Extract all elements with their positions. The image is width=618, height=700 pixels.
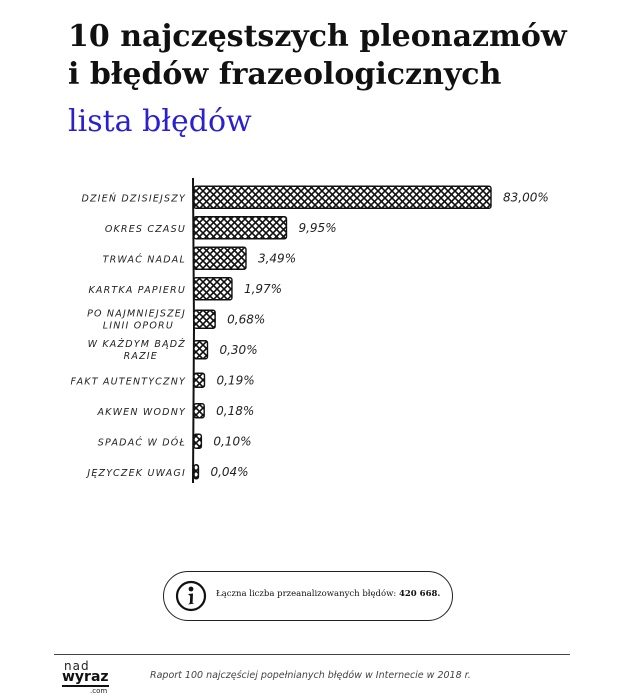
footer-caption: Raport 100 najczęściej popełnianych błędów w Internecie w 2018 r.	[150, 670, 471, 681]
info-icon	[174, 579, 208, 613]
bar-5	[194, 310, 215, 328]
title-line-2: i błędów frazeologicznych	[68, 57, 502, 92]
value-label-2: 9,95%	[298, 220, 337, 235]
category-label-9: SPADAĆ W DÓŁ	[97, 437, 186, 449]
logo-line-1: nad	[64, 659, 90, 673]
bar-4	[194, 278, 232, 300]
category-label-6: W KAŻDYM BĄDŹ RAZIE	[87, 338, 186, 362]
value-label-4: 1,97%	[243, 281, 283, 296]
bar-chart	[0, 170, 618, 520]
value-label-9: 0,10%	[213, 434, 252, 449]
category-label-2: OKRES CZASU	[104, 223, 186, 235]
value-label-7: 0,19%	[216, 373, 255, 388]
bar-10	[194, 465, 198, 479]
bar-1	[194, 186, 491, 208]
category-label-1: DZIEŃ DZISIEJSZY	[81, 193, 186, 205]
bar-7	[194, 373, 204, 387]
category-label-8: AKWEN WODNY	[97, 406, 186, 418]
category-label-5: PO NAJMNIEJSZEJ LINII OPORU	[87, 308, 186, 332]
info-value: 420 668.	[398, 589, 441, 599]
bar-3	[194, 247, 246, 269]
category-label-4: KARTKA PAPIERU	[88, 284, 186, 296]
value-label-6: 0,30%	[219, 342, 258, 357]
info-text	[216, 589, 440, 599]
bar-8	[194, 404, 204, 418]
value-label-5: 0,68%	[227, 312, 266, 327]
page-title	[68, 18, 588, 94]
logo-line-2: wyraz	[62, 669, 109, 685]
value-label-8: 0,18%	[216, 403, 255, 418]
value-label-1: 83,00%	[503, 190, 549, 205]
value-label-3: 3,49%	[257, 251, 297, 266]
nadwyraz-logo	[56, 659, 112, 695]
category-label-7: FAKT AUTENTYCZNY	[70, 376, 186, 388]
bar-9	[194, 434, 201, 448]
page-subtitle: lista błędów	[68, 104, 252, 139]
logo-line-3: .com	[90, 687, 108, 695]
bar-6	[194, 341, 207, 359]
value-label-10: 0,04%	[210, 464, 249, 479]
category-label-10: JĘZYCZEK UWAGI	[87, 467, 186, 479]
title-line-1: 10 najczęstszych pleonazmów	[68, 19, 567, 54]
chart-labels	[70, 190, 548, 479]
footer-divider	[54, 654, 570, 655]
category-label-3: TRWAĆ NADAL	[102, 254, 186, 266]
info-label: Łączna liczba przeanalizowanych błędów:	[216, 589, 397, 599]
bar-2	[194, 217, 286, 239]
